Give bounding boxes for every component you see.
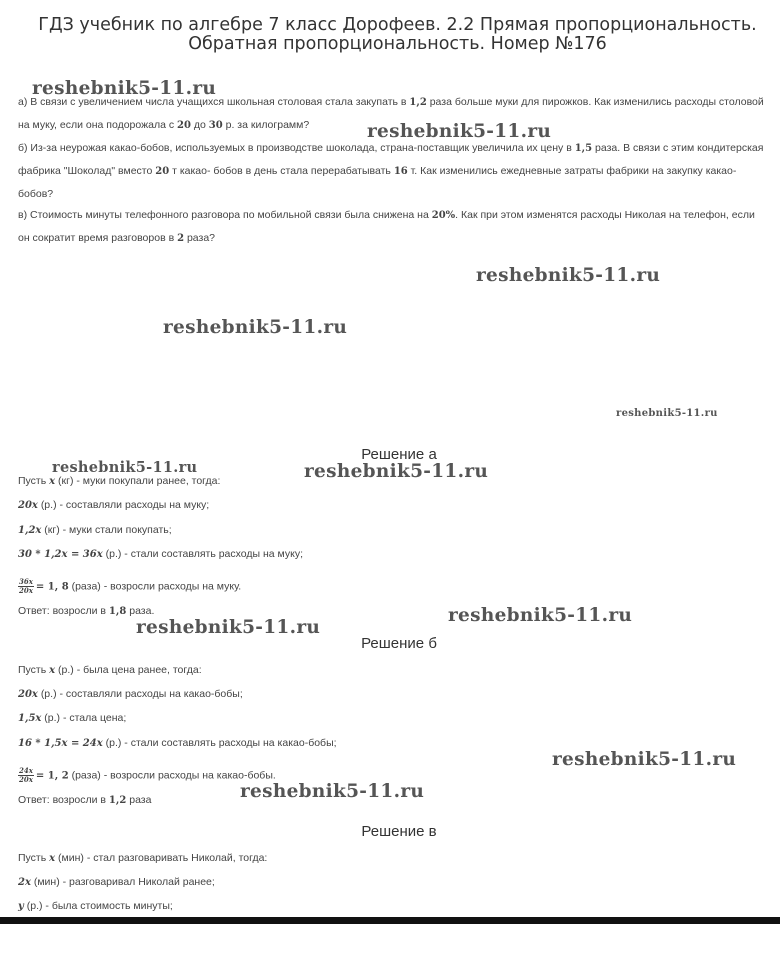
- solution-c-heading: Решение в: [361, 823, 437, 840]
- task-b: б) Из-за неурожая какао-бобов, используемых в производстве шоколада, страна-поставщик увеличила их цену в 1,5 раза. В связи с этим кондитерская фабрика "Шоколад" вместо 20 т какао- бобов в день стала перерабатывать 16 т. Как изменились ежедневные затраты фабрики на закупку какао-бобов?: [18, 142, 764, 200]
- watermark: reshebnik5-11.ru: [367, 121, 552, 142]
- watermark: reshebnik5-11.ru: [240, 781, 425, 802]
- page-title: ГДЗ учебник по алгебре 7 класс Дорофеев. 2.2 Прямая пропорциональность. Обратная пропорциональность. Номер №176: [38, 15, 757, 54]
- solution-a-answer: Ответ: возросли в 1,8 раза.: [18, 605, 155, 617]
- solution-c-line: 2x (мин) - разговаривал Николай ранее;: [18, 876, 215, 888]
- watermark: reshebnik5-11.ru: [304, 461, 489, 482]
- watermark: reshebnik5-11.ru: [448, 605, 633, 626]
- watermark: reshebnik5-11.ru: [476, 265, 661, 286]
- task-c: в) Стоимость минуты телефонного разговора по мобильной связи была снижена на 20%. Как при этом изменятся расходы Николая на телефон, если он сократит время разговоров в 2 раза?: [18, 209, 755, 244]
- fraction: $\frac{36x}{20x}$: [19, 577, 33, 595]
- solution-c-line: y (р.) - была стоимость минуты;: [18, 900, 173, 912]
- solution-a-heading: Решение а: [361, 446, 437, 463]
- solution-a-line: 20x (р.) - составляли расходы на муку;: [18, 499, 210, 511]
- solution-b-heading: Решение б: [361, 635, 437, 652]
- solution-a-line: Пусть x (кг) - муки покупали ранее, тогда:: [18, 475, 221, 487]
- watermark: reshebnik5-11.ru: [552, 749, 737, 770]
- watermark: reshebnik5-11.ru: [616, 408, 718, 419]
- task-a: а) В связи с увеличением числа учащихся школьная столовая стала закупать в 1,2 раза больше муки для пирожков. Как изменились расходы столовой на муку, если она подорожала с 20 до 30 р. за килограмм?: [18, 96, 764, 131]
- bottom-bar: [0, 917, 780, 924]
- solution-a-line: 30 * 1,2x = 36x (р.) - стали составлять расходы на муку;: [18, 548, 303, 560]
- solution-a-fraction-line: $\frac{36x}{20x}$ = 1, 8 (раза) - возросли расходы на муку.: [19, 577, 242, 595]
- solution-a-line: 1,2x (кг) - муки стали покупать;: [18, 524, 172, 536]
- fraction: $\frac{24x}{20x}$: [19, 766, 33, 784]
- solution-b-line: Пусть x (р.) - была цена ранее, тогда:: [18, 664, 202, 676]
- solution-b-fraction-line: $\frac{24x}{20x}$ = 1, 2 (раза) - возросли расходы на какао-бобы.: [19, 766, 276, 784]
- watermark: reshebnik5-11.ru: [32, 78, 217, 99]
- solution-b-line: 16 * 1,5x = 24x (р.) - стали составлять расходы на какао-бобы;: [18, 737, 337, 749]
- solution-c-line: Пусть x (мин) - стал разговаривать Николай, тогда:: [18, 852, 268, 864]
- solution-b-line: 1,5x (р.) - стала цена;: [18, 712, 127, 724]
- watermark: reshebnik5-11.ru: [52, 459, 198, 476]
- solution-b-answer: Ответ: возросли в 1,2 раза: [18, 794, 152, 806]
- solution-b-line: 20x (р.) - составляли расходы на какао-бобы;: [18, 688, 243, 700]
- watermark: reshebnik5-11.ru: [163, 317, 348, 338]
- watermark: reshebnik5-11.ru: [136, 617, 321, 638]
